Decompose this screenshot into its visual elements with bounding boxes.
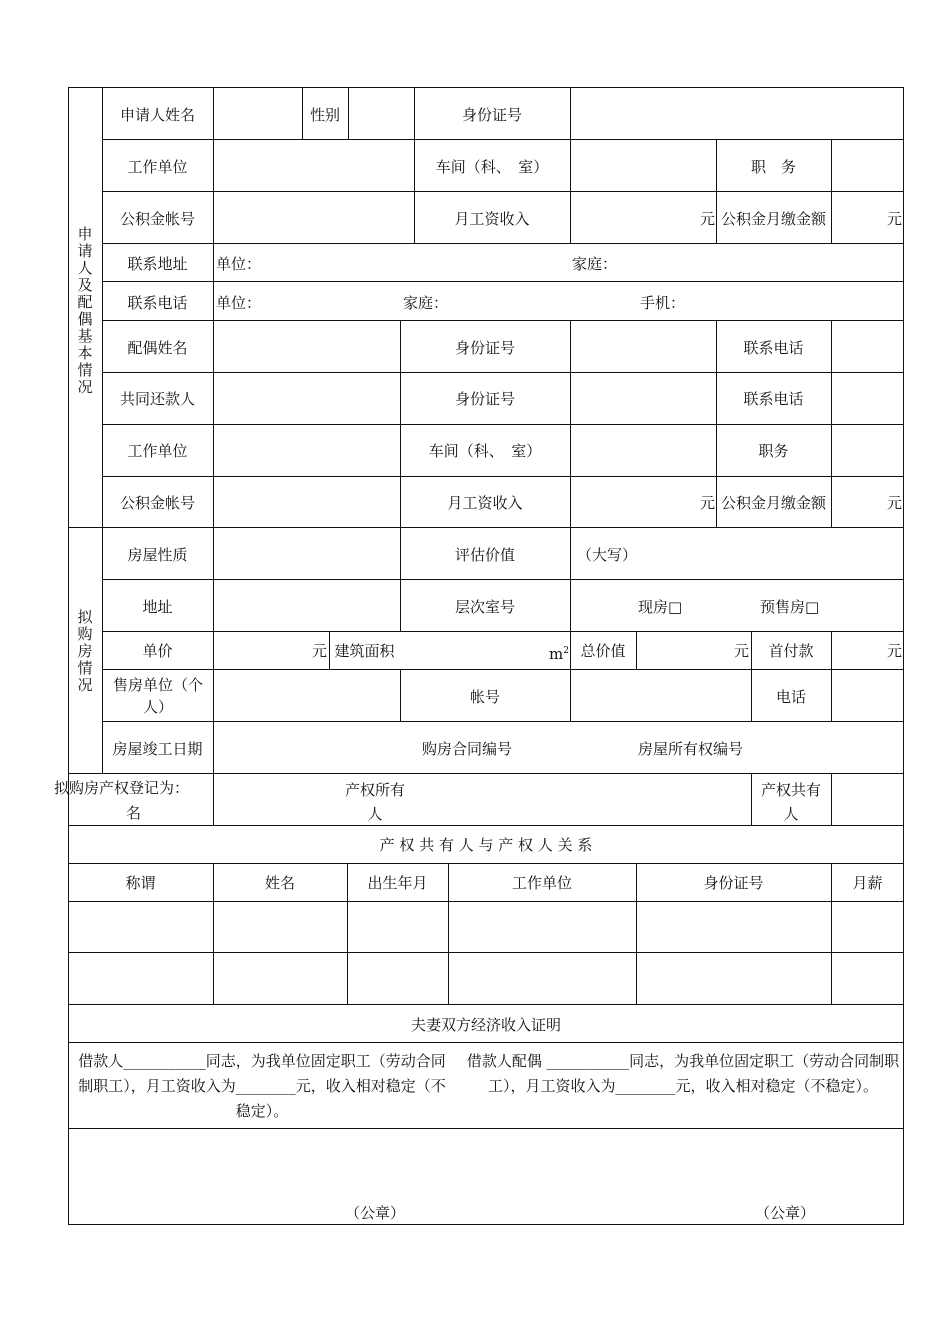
rule — [68, 773, 904, 774]
rule — [102, 87, 103, 773]
co-work-unit-label: 工作单位 — [127, 442, 188, 460]
completion-date-label: 房屋竣工日期 — [112, 740, 203, 758]
co-workshop-label: 车间（科、 室） — [428, 442, 542, 460]
floor-room-label: 层次室号 — [454, 598, 515, 616]
rule — [213, 87, 214, 320]
spouse-id-label: 身份证号 — [454, 339, 515, 357]
rule — [102, 476, 904, 477]
rule — [102, 631, 904, 632]
floor-area-label: 建筑面积 — [334, 642, 395, 660]
rule — [102, 243, 904, 244]
applicant-section-side-label: 申请人及配偶基本情况 — [77, 225, 93, 396]
spouse-income-statement: 借款人配偶 ___________同志，为我单位固定职工（劳动合同制职工），月工资收入为________元，收入相对稳定（不稳定）。 — [466, 1052, 900, 1095]
rule — [68, 527, 904, 528]
right-official-seal: （公章） — [754, 1204, 815, 1222]
seller-phone-label: 电话 — [775, 688, 806, 706]
applicant-name-label: 申请人姓名 — [119, 106, 195, 124]
relations-header-name: 姓名 — [264, 874, 295, 892]
co-borrower-phone-label: 联系电话 — [743, 390, 804, 408]
register-as-label: 拟购房产权登记为： — [54, 779, 190, 797]
rule — [102, 721, 904, 722]
phone-mobile-prefix: 手机： — [640, 294, 686, 312]
spouse-name-label: 配偶姓名 — [127, 339, 188, 357]
co-fund-monthly-label: 公积金月缴金额 — [720, 494, 826, 512]
house-address-label: 地址 — [142, 598, 173, 616]
rule — [68, 1128, 904, 1129]
rule — [102, 191, 904, 192]
rule — [213, 773, 214, 825]
unit-price-label: 单价 — [142, 642, 173, 660]
floor-area-unit: $m^2$ — [549, 645, 569, 663]
relations-title: 产 权 共 有 人 与 产 权 人 关 系 — [379, 836, 593, 854]
borrower-income-statement: 借款人___________同志，为我单位固定职工（劳动合同制职工），月工资收入为________元，收入相对稳定（不稳定）。 — [78, 1052, 446, 1120]
left-official-seal: （公章） — [344, 1204, 405, 1222]
property-co-owner-label: 产权共有人 — [760, 781, 821, 823]
seller-account-label: 帐号 — [469, 688, 500, 706]
seal-underline — [302, 1224, 448, 1225]
rule — [751, 773, 752, 825]
co-salary-unit: 元 — [699, 494, 715, 512]
rule — [68, 1042, 904, 1043]
rule — [102, 281, 904, 282]
co-fund-account-label: 公积金帐号 — [119, 494, 195, 512]
table-row[interactable] — [68, 952, 904, 1004]
relations-header-salary: 月薪 — [852, 874, 883, 892]
rule — [831, 669, 832, 721]
contract-number-label: 购房合同编号 — [422, 740, 513, 758]
relations-header-work-unit: 工作单位 — [511, 874, 572, 892]
down-payment-unit: 元 — [886, 642, 902, 660]
rule — [102, 320, 904, 321]
phone-home-prefix: 家庭： — [403, 294, 449, 312]
co-fund-unit: 元 — [886, 494, 902, 512]
unit-price-unit: 元 — [311, 642, 327, 660]
house-section-side-label: 拟购房情况 — [77, 608, 93, 694]
rule — [831, 773, 832, 825]
address-unit-prefix: 单位： — [216, 255, 262, 273]
appraisal-uppercase-label: （大写） — [577, 546, 638, 564]
co-borrower-label: 共同还款人 — [119, 390, 195, 408]
contact-phone-label: 联系电话 — [127, 294, 188, 312]
address-home-prefix: 家庭： — [572, 255, 618, 273]
rule — [570, 320, 571, 631]
seller-unit-label: 售房单位（个人） — [112, 676, 203, 716]
rule — [102, 372, 904, 373]
income-proof-title: 夫妻双方经济收入证明 — [410, 1016, 561, 1034]
relations-header-id: 身份证号 — [703, 874, 764, 892]
rule — [213, 320, 214, 773]
spouse-phone-label: 联系电话 — [743, 339, 804, 357]
rule — [68, 1004, 904, 1005]
id-number-label: 身份证号 — [461, 106, 522, 124]
rule — [102, 579, 904, 580]
fund-account-label: 公积金帐号 — [119, 210, 195, 228]
position-label: 职 务 — [750, 158, 796, 176]
rule — [102, 139, 904, 140]
ownership-number-label: 房屋所有权编号 — [638, 740, 744, 758]
rule — [68, 863, 904, 864]
rule — [570, 669, 571, 721]
co-position-label: 职务 — [758, 442, 789, 460]
register-name-suffix: 名 — [126, 804, 142, 822]
property-owner-label: 产权所有人 — [345, 781, 406, 823]
house-nature-label: 房屋性质 — [127, 546, 188, 564]
rule — [102, 424, 904, 425]
co-salary-label: 月工资收入 — [447, 494, 523, 512]
work-unit-label: 工作单位 — [127, 158, 188, 176]
fund-monthly-label: 公积金月缴金额 — [720, 210, 826, 228]
appraisal-value-label: 评估价值 — [454, 546, 515, 564]
rule — [348, 87, 349, 139]
table-row[interactable] — [68, 901, 904, 952]
contact-address-label: 联系地址 — [127, 255, 188, 273]
monthly-salary-label: 月工资收入 — [454, 210, 530, 228]
total-value-label: 总价值 — [580, 642, 626, 660]
fund-unit: 元 — [886, 210, 902, 228]
rule — [400, 320, 401, 631]
down-payment-label: 首付款 — [768, 642, 814, 660]
presale-house-checkbox[interactable]: 预售房□ — [760, 598, 820, 616]
rule — [102, 669, 904, 670]
phone-unit-prefix: 单位： — [216, 294, 262, 312]
existing-house-checkbox[interactable]: 现房□ — [638, 598, 683, 616]
salary-unit: 元 — [699, 210, 715, 228]
relations-header-title: 称谓 — [125, 874, 156, 892]
relations-header-birth: 出生年月 — [367, 874, 428, 892]
gender-label: 性别 — [309, 106, 340, 124]
workshop-label: 车间（科、 室） — [435, 158, 549, 176]
total-value-unit: 元 — [733, 642, 749, 660]
co-borrower-id-label: 身份证号 — [454, 390, 515, 408]
